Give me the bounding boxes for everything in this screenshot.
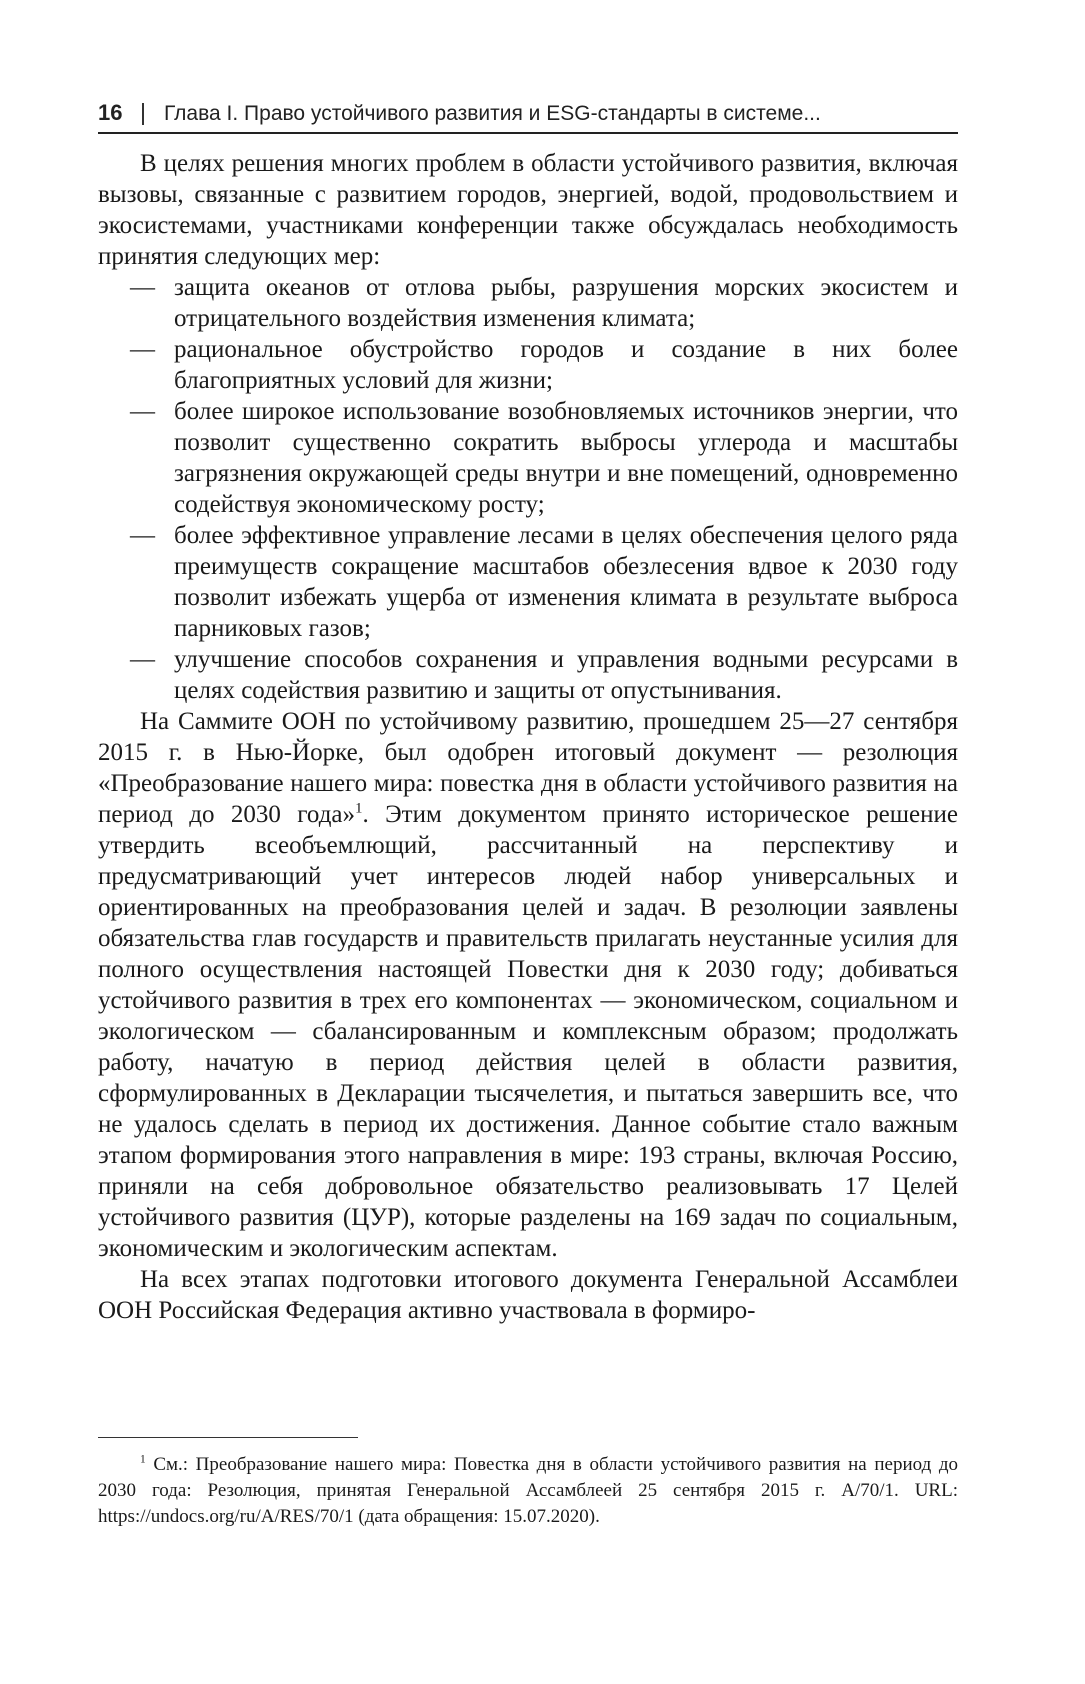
- footnote-text: См.: Преобразование нашего мира: Повестка дня в области устойчивого развития на период до 2030 года: Резолюция, принятая Генеральной Ассамблеей 25 сентября 2015 г. A/70/1. URL: https://undocs.org/ru/A/RES/70/1 (дата обращения: 15.07.2020).: [98, 1454, 959, 1527]
- list-item-text: рациональное обустройство городов и создание в них более благоприятных условий для жизни;: [174, 336, 958, 394]
- list-item: [98, 334, 958, 396]
- page-number: 16: [98, 100, 123, 125]
- main-text: [98, 148, 958, 1326]
- list-item-text: более широкое использование возобновляемых источников энергии, что позволит существенно сократить выбросы углерода и масштабы загрязнения окружающей среды внутри и вне помещений, одновременно содействуя экономическому росту;: [174, 398, 958, 518]
- footnote-reference[interactable]: 1: [355, 800, 363, 817]
- running-header: [98, 94, 958, 134]
- list-item-text: защита океанов от отлова рыбы, разрушения морских экосистем и отрицательного воздействия изменения климата;: [174, 274, 958, 332]
- list-item: [98, 644, 958, 706]
- summit-paragraph: [98, 706, 958, 1264]
- intro-paragraph: В целях решения многих проблем в области устойчивого развития, включая вызовы, связанные с развитием городов, энергией, водой, продовольствием и экосистемами, участниками конференции также обсуждалась необходимость принятия следующих мер:: [98, 150, 958, 270]
- list-item-text: улучшение способов сохранения и управления водными ресурсами в целях содействия развитию и защиты от опустынивания.: [174, 646, 958, 704]
- list-dash: —: [130, 398, 155, 425]
- summit-paragraph-continuation: . Этим документом принято историческое решение утвердить всеобъемлющий, рассчитанный на перспективу и предусматривающий учет интересов людей набор универсальных и ориентированных на преобразования целей и задач. В резолюции заявлены обязательства глав государств и правительств прилагать неустанные усилия для полного осуществления настоящей Повестки дня к 2030 году; добиваться устойчивого развития в трех его компонентах — экономическом, социальном и экологическом — сбалансированным и комплексным образом; продолжать работу, начатую в период действия целей в области развития, сформулированных в Декларации тысячелетия, и пытаться завершить все, что не удалось сделать в период их достижения. Данное событие стало важным этапом формирования этого направления в мире: 193 страны, включая Россию, приняли на себя добровольное обязательство реализовывать 17 Целей устойчивого развития (ЦУР), которые разделены на 169 задач по социальным, экономическим и экологическим аспектам.: [98, 801, 958, 1262]
- summit-paragraph-text: На Саммите ООН по устойчивому развитию, прошедшем 25—27 сентября 2015 г. в Нью-Йорке, был одобрен итоговый документ — резолюция «Преобразование нашего мира: повестка дня в области устойчивого развития на период до 2030 года»: [98, 708, 958, 828]
- list-dash: —: [130, 646, 155, 673]
- list-item: [98, 396, 958, 520]
- footnote: [98, 1452, 958, 1530]
- final-paragraph: На всех этапах подготовки итогового документа Генеральной Ассамблеи ООН Российская Федерация активно участвовала в формиро-: [98, 1266, 958, 1324]
- measures-list: [98, 272, 958, 706]
- chapter-title: Глава I. Право устойчивого развития и ESG-стандарты в системе...: [163, 102, 821, 125]
- list-dash: —: [130, 522, 155, 549]
- list-dash: —: [130, 274, 155, 301]
- footnote-marker: 1: [140, 1453, 146, 1466]
- list-dash: —: [130, 336, 155, 363]
- list-item: [98, 520, 958, 644]
- list-item-text: более эффективное управление лесами в целях обеспечения целого ряда преимуществ сокращение масштабов обезлесения вдвое к 2030 году позволит избежать ущерба от изменения климата в результате выброса парниковых газов;: [174, 522, 958, 642]
- footnote-divider: [98, 1437, 358, 1438]
- header-separator: [142, 103, 144, 125]
- list-item: [98, 272, 958, 334]
